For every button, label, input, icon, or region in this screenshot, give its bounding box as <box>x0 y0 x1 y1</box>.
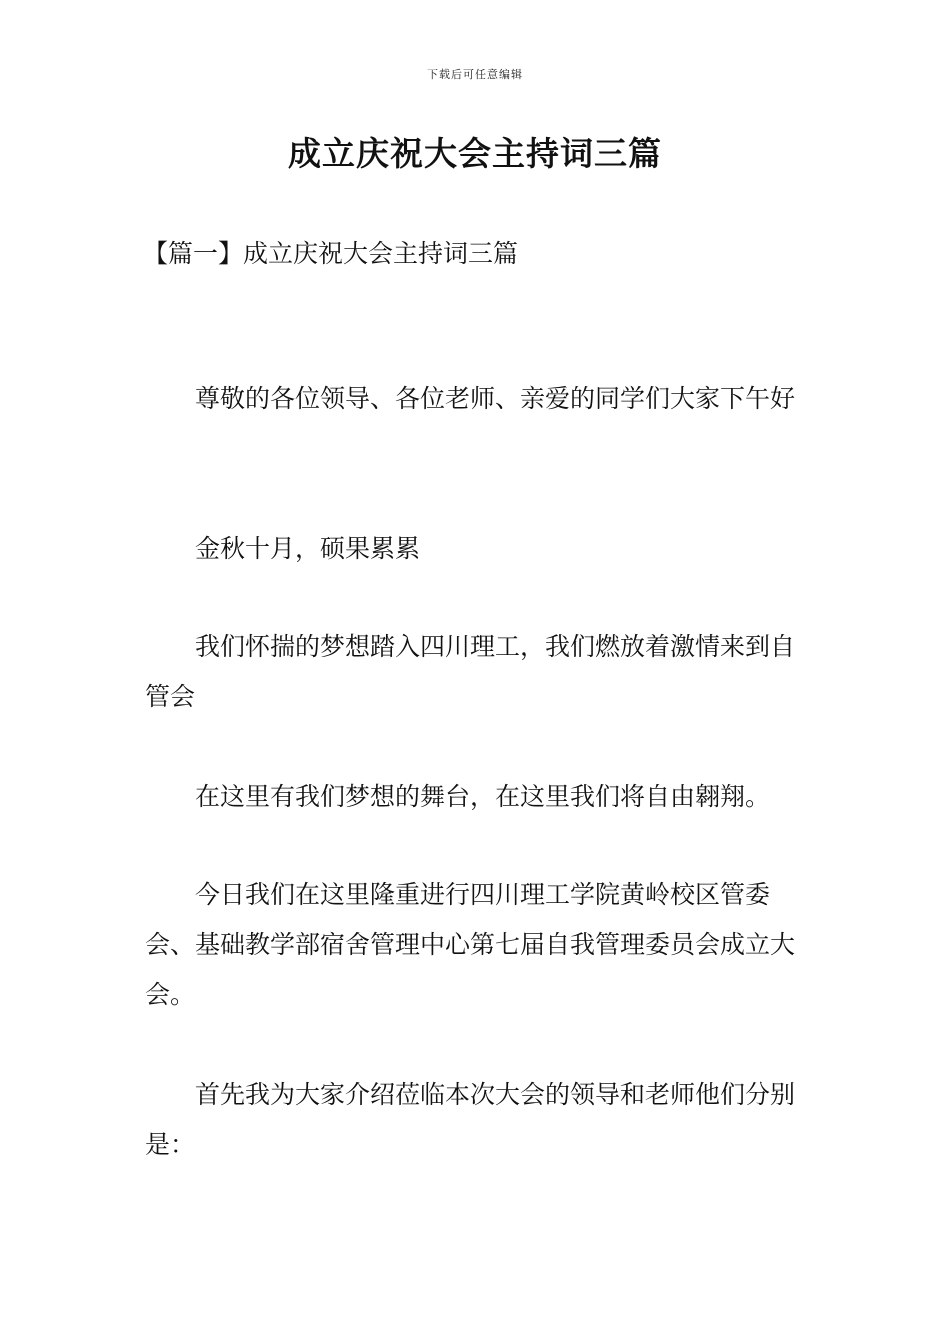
section-heading: 【篇一】成立庆祝大会主持词三篇 <box>143 239 519 268</box>
header-note: 下载后可任意编辑 <box>427 68 523 81</box>
paragraph-ceremony: 今日我们在这里隆重进行四川理工学院黄岭校区管委会、基础教学部宿舍管理中心第七届自我管理委员会成立大会。 <box>145 880 796 1009</box>
document-title: 成立庆祝大会主持词三篇 <box>288 134 662 173</box>
paragraph-dream: 我们怀揣的梦想踏入四川理工，我们燃放着激情来到自管会 <box>145 632 796 711</box>
paragraph-season: 金秋十月，硕果累累 <box>195 534 421 563</box>
paragraph-stage: 在这里有我们梦想的舞台，在这里我们将自由翱翔。 <box>195 782 771 811</box>
paragraph-greeting: 尊敬的各位领导、各位老师、亲爱的同学们大家下午好 <box>195 384 796 413</box>
paragraph-introduction: 首先我为大家介绍莅临本次大会的领导和老师他们分别是： <box>145 1080 796 1159</box>
